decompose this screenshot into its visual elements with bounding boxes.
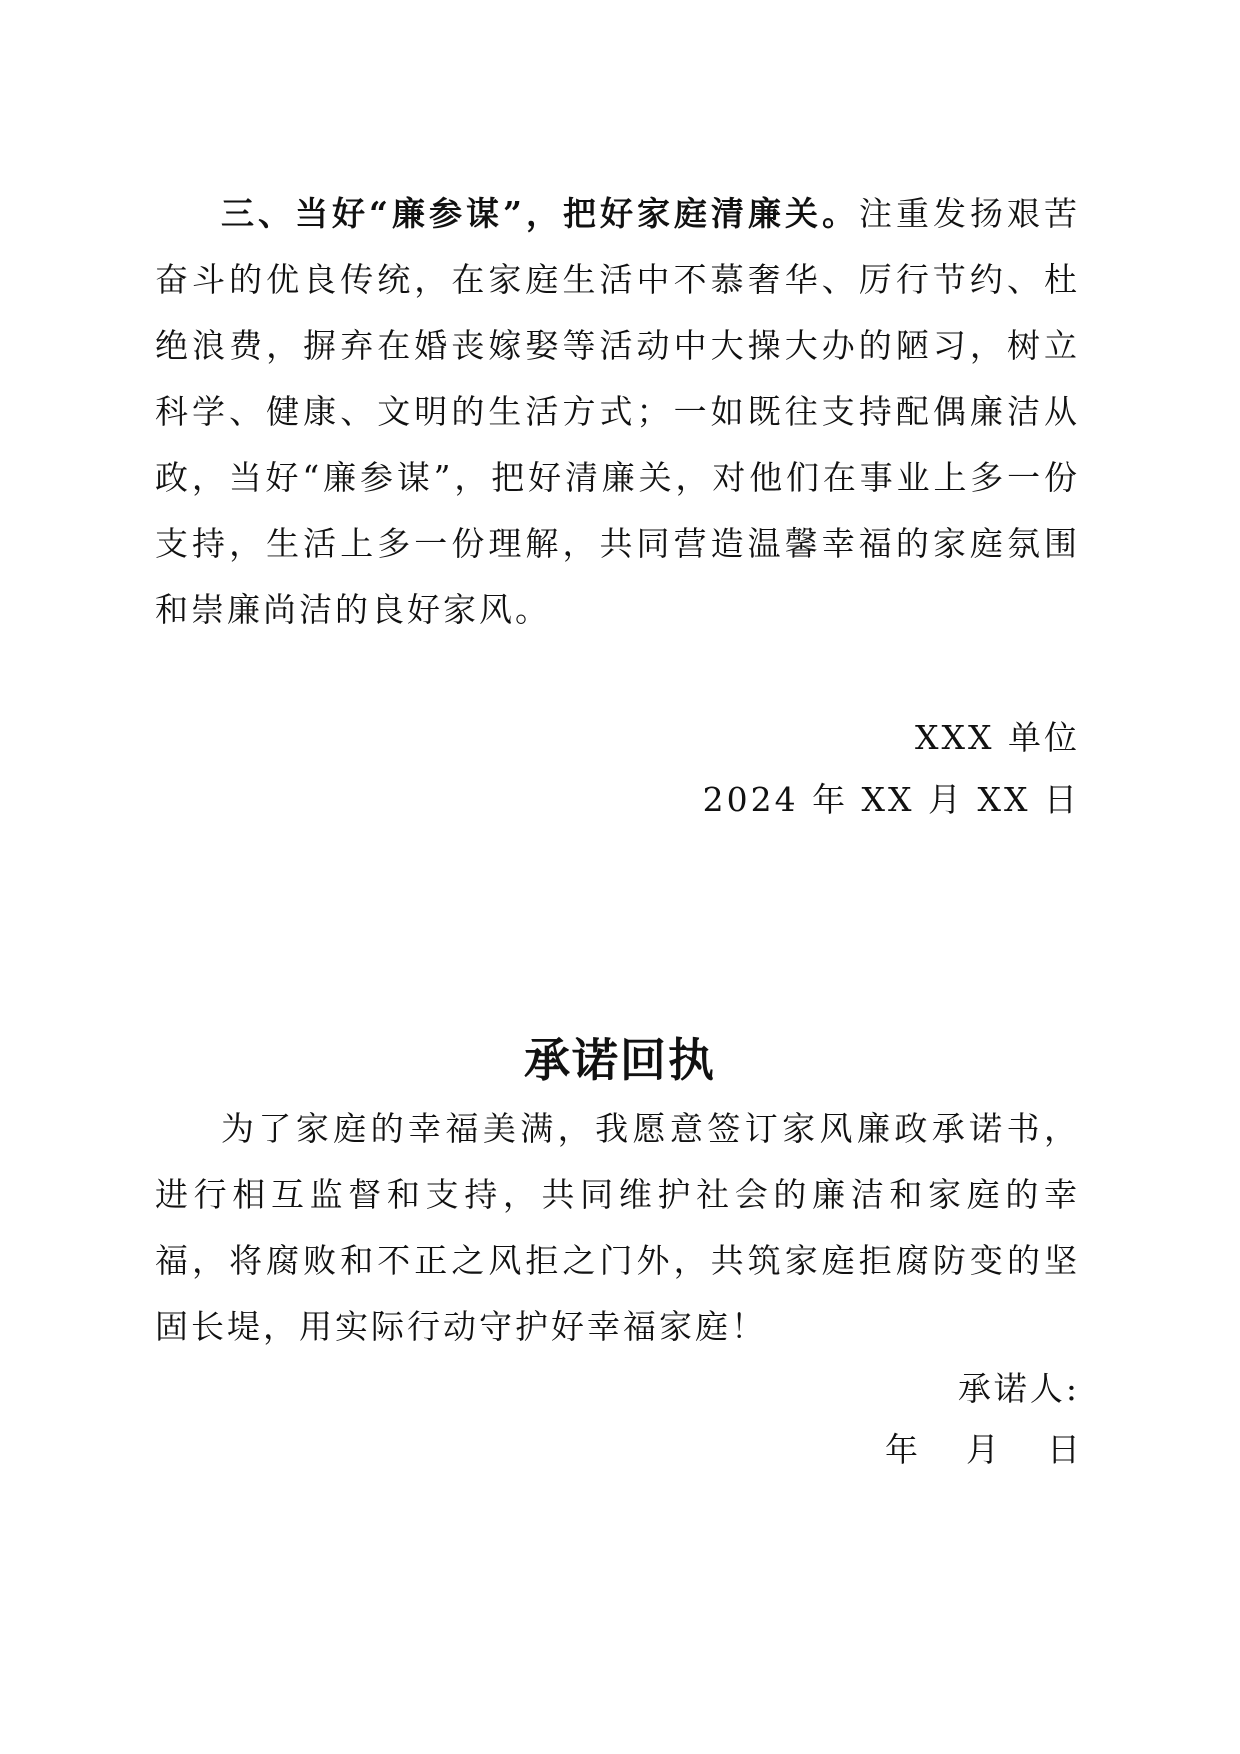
receipt-title: 承诺回执 [524, 1033, 716, 1087]
section-three-body: 注重发扬艰苦奋斗的优良传统，在家庭生活中不慕奢华、厉行节约、杜绝浪费，摒弃在婚丧嫁娶等活动中大操大办的陋习，树立科学、健康、文明的生活方式；一如既往支持配偶廉洁从政，当好“廉参谋”，把好清廉关，对他们在事业上多一份支持，生活上多一份理解，共同营造温馨幸福的家庭氛围和崇廉尚洁的良好家风。 [155, 194, 1081, 629]
sign-date-year: 年 [885, 1430, 918, 1469]
section-three-paragraph [155, 181, 1080, 643]
sign-date-day: 日 [1047, 1430, 1080, 1469]
signature-date [885, 1425, 1080, 1475]
section-three-lead: 三、当好“廉参谋”，把好家庭清廉关。 [221, 194, 859, 233]
issue-date: 2024 年 XX 月 XX 日 [702, 780, 1080, 819]
sign-date-month: 月 [966, 1430, 999, 1469]
issuer-org: XXX 单位 [915, 718, 1080, 757]
promisor-label: 承诺人: [957, 1369, 1080, 1408]
receipt-body: 为了家庭的幸福美满，我愿意签订家风廉政承诺书，进行相互监督和支持，共同维护社会的廉洁和家庭的幸福，将腐败和不正之风拒之门外，共筑家庭拒腐防变的坚固长堤，用实际行动守护好幸福家庭！ [155, 1109, 1080, 1346]
